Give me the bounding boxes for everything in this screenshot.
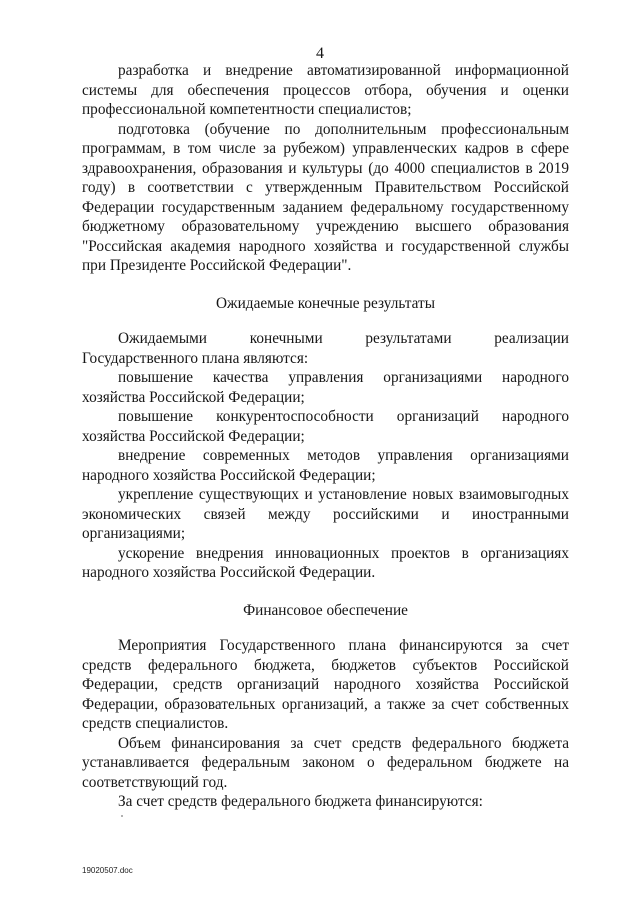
- paragraph-training-managers: подготовка (обучение по дополнительным профессиональным программам, в том числе за рубежом) управленческих кадров в сфере здравоохранения, образования и культуры (до 4000 специалистов в 2019 году) в соответствии с утвержденным Правительством Российской Федерации государственным заданием федеральному государственному бюджетному образовательному учреждению высшего образования "Российская академия народного хозяйства и государственной службы при Президенте Российской Федерации".: [82, 120, 569, 274]
- paragraph-ais-development: разработка и внедрение автоматизированной информационной системы для обеспечения процессов отбора, обучения и оценки профессиональной компетентности специалистов;: [82, 62, 569, 118]
- paragraph-expected-intro: Ожидаемыми конечными результатами реализации Государственного плана являются:: [82, 330, 569, 367]
- paragraph-financing-list-intro: За счет средств федерального бюджета финансируются:: [118, 793, 483, 810]
- paragraph-expected-methods: внедрение современных методов управления организациями народного хозяйства Российской Федерации;: [82, 447, 569, 484]
- document-body: [82, 61, 569, 812]
- scan-speck: [121, 815, 123, 817]
- paragraph-financing-sources: Мероприятия Государственного плана финансируются за счет средств федерального бюджета, бюджетов субъектов Российской Федерации, средств организаций народного хозяйства Российской Федерации, образовательных организаций, а также за счет собственных средств специалистов.: [82, 637, 569, 732]
- file-name-footer: 19020507.doc: [82, 866, 133, 875]
- paragraph-expected-economic-ties: укрепление существующих и установление новых взаимовыгодных экономических связей между российскими и иностранными организациями;: [82, 486, 569, 542]
- paragraph-expected-innovation: ускорение внедрения инновационных проектов в организациях народного хозяйства Российской Федерации.: [82, 544, 569, 581]
- paragraph-expected-quality: повышение качества управления организациями народного хозяйства Российской Федерации;: [82, 369, 569, 406]
- heading-financing: Финансовое обеспечение: [243, 601, 408, 619]
- paragraph-financing-volume: Объем финансирования за счет средств федерального бюджета устанавливается федеральным законом о федеральном бюджете на соответствующий год.: [82, 734, 569, 791]
- paragraph-expected-competitiveness: повышение конкурентоспособности организаций народного хозяйства Российской Федерации;: [82, 408, 569, 445]
- heading-expected-results: Ожидаемые конечные результаты: [216, 294, 435, 312]
- page-number: 4: [316, 45, 324, 62]
